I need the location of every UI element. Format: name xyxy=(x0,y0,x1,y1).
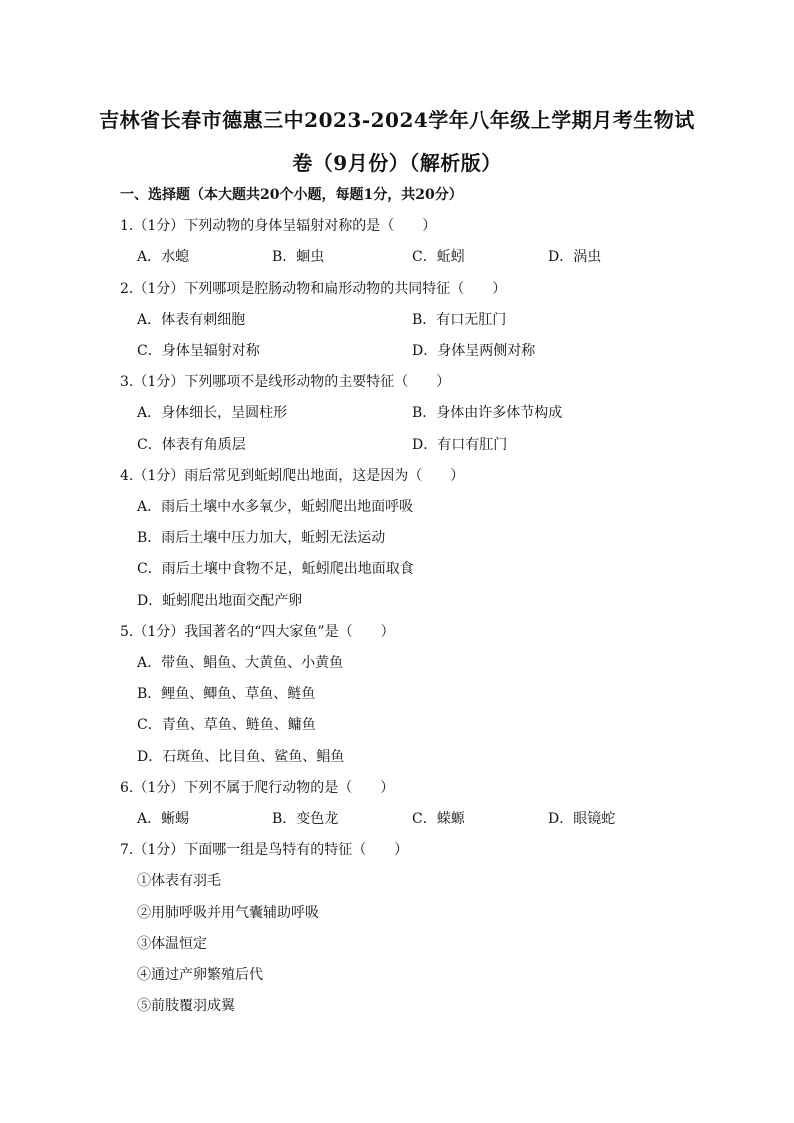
question-7-item-2: ②用肺呼吸并用气囊辅助呼吸 xyxy=(137,905,319,921)
question-5-option-d: D．石斑鱼、比目鱼、鲨鱼、鲳鱼 xyxy=(137,749,345,765)
question-5-option-a: A．带鱼、鲳鱼、大黄鱼、小黄鱼 xyxy=(137,655,344,671)
question-1-stem: 1.（1分）下列动物的身体呈辐射对称的是（ ） xyxy=(120,218,437,234)
question-6-option-c: C．蝾螈 xyxy=(412,811,465,827)
question-6-option-a: A．蜥蜴 xyxy=(137,811,190,827)
question-6-stem: 6.（1分）下列不属于爬行动物的是（ ） xyxy=(120,780,395,796)
question-4-option-b: B．雨后土壤中压力加大，蚯蚓无法运动 xyxy=(137,530,386,546)
question-2-stem: 2.（1分）下列哪项是腔肠动物和扁形动物的共同特征（ ） xyxy=(120,281,507,297)
question-1-option-b: B．蛔虫 xyxy=(272,249,325,265)
question-6-option-d: D．眼镜蛇 xyxy=(548,811,616,827)
question-7-item-4: ④通过产卵繁殖后代 xyxy=(137,967,263,983)
question-5-option-b: B．鲤鱼、鲫鱼、草鱼、鲢鱼 xyxy=(137,686,316,702)
question-4-option-c: C．雨后土壤中食物不足，蚯蚓爬出地面取食 xyxy=(137,561,414,577)
document-title-line-1: 吉林省长春市德惠三中2023-2024学年八年级上学期月考生物试 xyxy=(99,108,695,132)
question-3-stem: 3.（1分）下列哪项不是线形动物的主要特征（ ） xyxy=(120,374,451,390)
question-2-option-d: D．身体呈两侧对称 xyxy=(412,343,536,359)
question-3-option-a: A．身体细长，呈圆柱形 xyxy=(137,405,288,421)
question-1-option-d: D．涡虫 xyxy=(548,249,602,265)
section-heading: 一、选择题（本大题共20个小题，每题1分，共20分） xyxy=(120,187,463,203)
question-1-option-c: C．蚯蚓 xyxy=(412,249,465,265)
question-1-option-a: A．水螅 xyxy=(137,249,190,265)
question-6-option-b: B．变色龙 xyxy=(272,811,339,827)
question-7-item-3: ③体温恒定 xyxy=(137,936,207,952)
question-5-option-c: C．青鱼、草鱼、鲢鱼、鳙鱼 xyxy=(137,717,316,733)
question-7-stem: 7.（1分）下面哪一组是鸟特有的特征（ ） xyxy=(120,842,409,858)
question-4-option-a: A．雨后土壤中水多氧少，蚯蚓爬出地面呼吸 xyxy=(137,499,414,515)
question-2-option-c: C．身体呈辐射对称 xyxy=(137,343,260,359)
question-2-option-a: A．体表有刺细胞 xyxy=(137,312,246,328)
question-5-stem: 5.（1分）我国著名的“四大家鱼”是（ ） xyxy=(120,624,395,640)
question-2-option-b: B．有口无肛门 xyxy=(412,312,507,328)
question-3-option-c: C．体表有角质层 xyxy=(137,437,246,453)
document-title-line-2: 卷（9月份）（解析版） xyxy=(292,151,502,175)
question-4-stem: 4.（1分）雨后常见到蚯蚓爬出地面，这是因为（ ） xyxy=(120,468,465,484)
question-3-option-b: B．身体由许多体节构成 xyxy=(412,405,563,421)
question-7-item-1: ①体表有羽毛 xyxy=(137,873,221,889)
question-7-item-5: ⑤前肢覆羽成翼 xyxy=(137,998,235,1014)
question-3-option-d: D．有口有肛门 xyxy=(412,437,508,453)
question-4-option-d: D．蚯蚓爬出地面交配产卵 xyxy=(137,593,303,609)
